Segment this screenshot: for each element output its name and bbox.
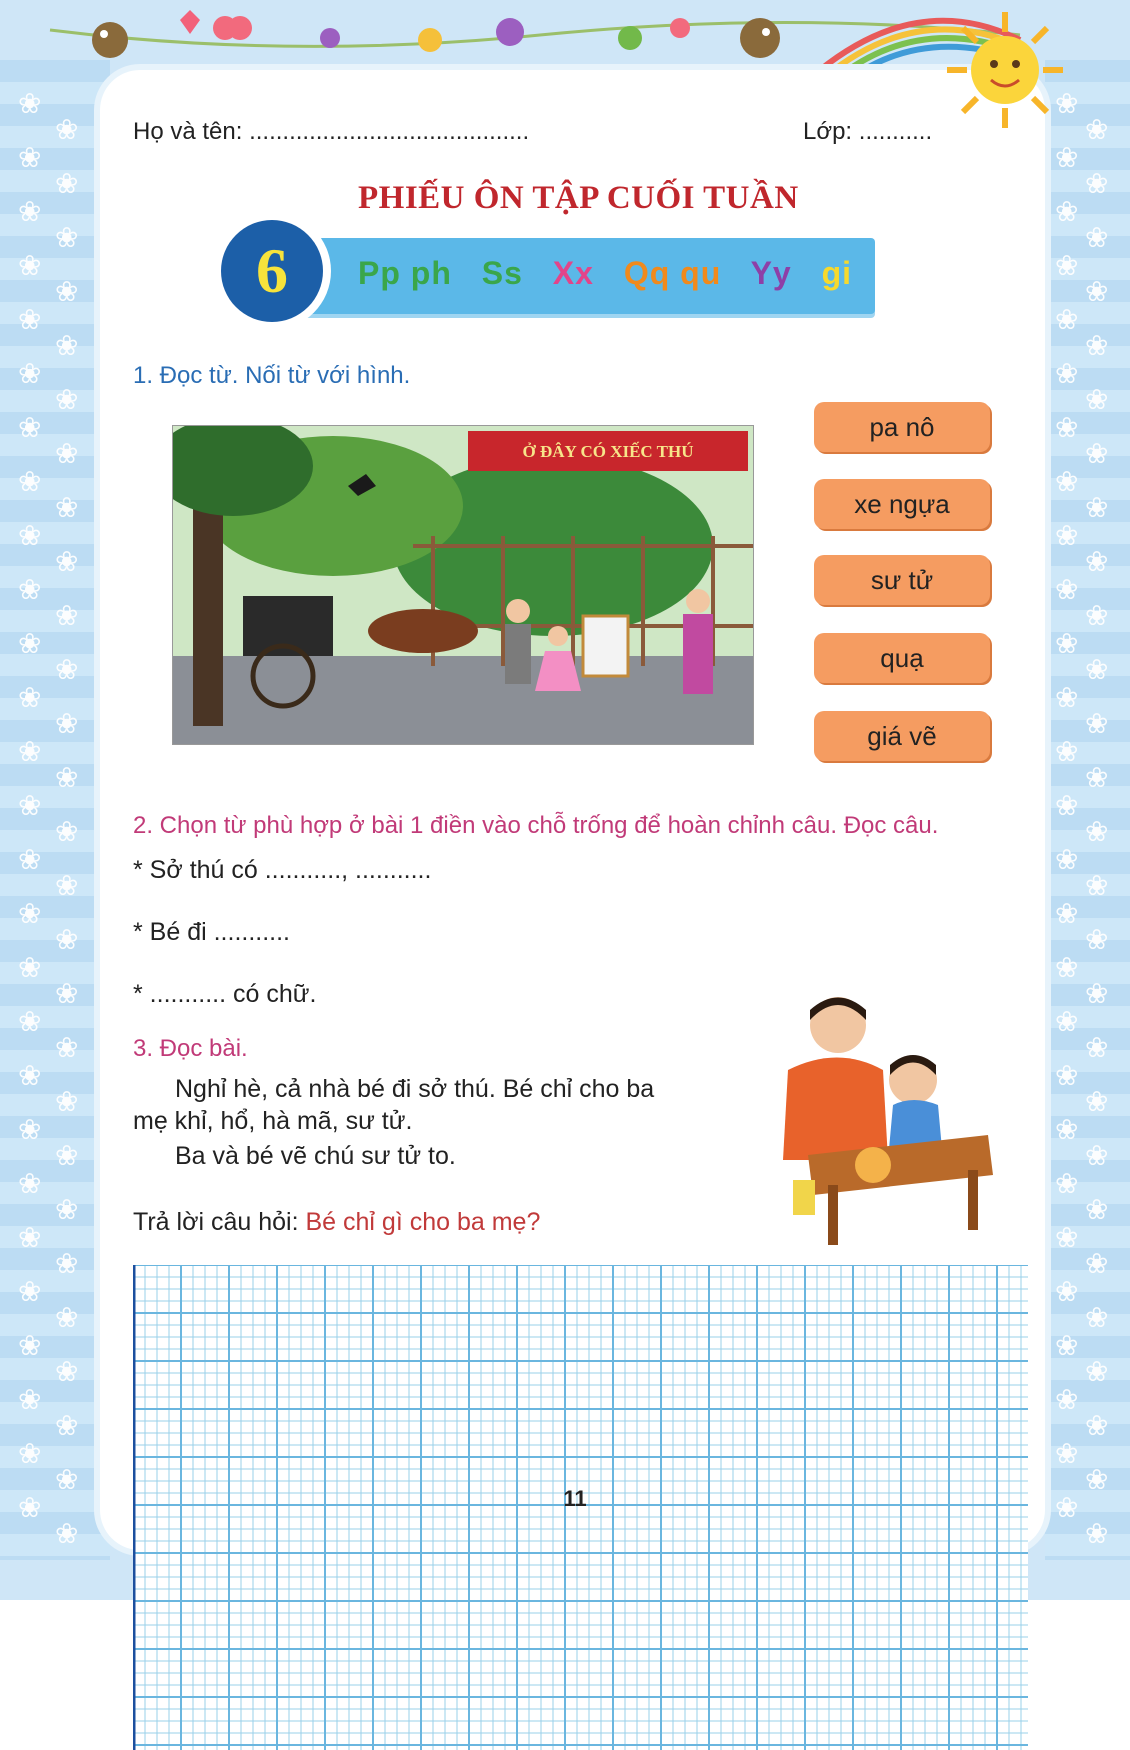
border-flower-icon: ❀ [1085, 113, 1109, 146]
border-flower-icon: ❀ [1085, 491, 1109, 524]
border-flower-icon: ❀ [1085, 329, 1109, 362]
border-flower-icon: ❀ [55, 1463, 79, 1496]
border-flower-icon: ❀ [1085, 1139, 1109, 1172]
sun-icon [945, 10, 1065, 130]
border-flower-icon: ❀ [1055, 87, 1079, 120]
zoo-sign-text: Ở ĐÂY CÓ XIẾC THÚ [522, 442, 694, 461]
border-flower-icon: ❀ [1085, 167, 1109, 200]
border-flower-icon: ❀ [1085, 437, 1109, 470]
worksheet-title: PHIẾU ÔN TẬP CUỐI TUẦN [358, 180, 799, 216]
border-flower-icon: ❀ [55, 923, 79, 956]
letters-row [358, 255, 872, 292]
word-card[interactable]: quạ [814, 633, 990, 683]
border-flower-icon: ❀ [55, 1193, 79, 1226]
exercise3-heading: 3. Đọc bài. [133, 1035, 248, 1062]
border-flower-icon: ❀ [55, 329, 79, 362]
border-flower-icon: ❀ [18, 1221, 42, 1254]
border-flower-icon: ❀ [1085, 599, 1109, 632]
border-flower-icon: ❀ [18, 1491, 42, 1524]
border-flower-icon: ❀ [55, 545, 79, 578]
border-flower-icon: ❀ [18, 303, 42, 336]
border-flower-icon: ❀ [1085, 1463, 1109, 1496]
border-flower-icon: ❀ [1055, 519, 1079, 552]
border-flower-icon: ❀ [1085, 707, 1109, 740]
border-flower-icon: ❀ [18, 357, 42, 390]
border-flower-icon: ❀ [1055, 843, 1079, 876]
border-flower-icon: ❀ [1085, 545, 1109, 578]
border-flower-icon: ❀ [1085, 1247, 1109, 1280]
answer-prompt [133, 1208, 540, 1237]
border-flower-icon: ❀ [18, 1383, 42, 1416]
border-flower-icon: ❀ [1085, 221, 1109, 254]
border-flower-icon: ❀ [1085, 869, 1109, 902]
reading-paragraph-line: Ba và bé vẽ chú sư tử to. [175, 1142, 456, 1170]
father-and-child-drawing-illustration [768, 990, 993, 1255]
border-flower-icon: ❀ [18, 1113, 42, 1146]
border-flower-icon: ❀ [1085, 1193, 1109, 1226]
border-flower-icon: ❀ [18, 573, 42, 606]
border-flower-icon: ❀ [1055, 735, 1079, 768]
border-flower-icon: ❀ [55, 653, 79, 686]
border-flower-icon: ❀ [1055, 1437, 1079, 1470]
border-flower-icon: ❀ [55, 1355, 79, 1388]
border-flower-icon: ❀ [55, 815, 79, 848]
exercise2-heading: 2. Chọn từ phù hợp ở bài 1 điền vào chỗ trống để hoàn chỉnh câu. Đọc câu. [133, 812, 939, 839]
border-flower-icon: ❀ [55, 383, 79, 416]
border-flower-icon: ❀ [1055, 357, 1079, 390]
zoo-scene-image [172, 425, 754, 745]
border-flower-icon: ❀ [18, 249, 42, 282]
border-flower-icon: ❀ [1055, 1383, 1079, 1416]
border-flower-icon: ❀ [1055, 141, 1079, 174]
border-flower-icon: ❀ [1085, 977, 1109, 1010]
border-flower-icon: ❀ [18, 1167, 42, 1200]
border-flower-icon: ❀ [55, 1247, 79, 1280]
border-flower-icon: ❀ [18, 519, 42, 552]
word-card[interactable]: giá vẽ [814, 711, 990, 761]
border-flower-icon: ❀ [55, 1139, 79, 1172]
border-flower-icon: ❀ [1055, 789, 1079, 822]
border-flower-icon: ❀ [1055, 951, 1079, 984]
question-text: Bé chỉ gì cho ba mẹ? [305, 1208, 541, 1236]
border-flower-icon: ❀ [18, 681, 42, 714]
letter-group: gi [821, 255, 853, 291]
border-flower-icon: ❀ [1055, 573, 1079, 606]
border-flower-icon: ❀ [18, 1005, 42, 1038]
border-flower-icon: ❀ [55, 1085, 79, 1118]
border-flower-icon: ❀ [18, 87, 42, 120]
border-flower-icon: ❀ [18, 195, 42, 228]
border-flower-icon: ❀ [1055, 1329, 1079, 1362]
border-flower-icon: ❀ [1055, 1005, 1079, 1038]
border-flower-icon: ❀ [1085, 1517, 1109, 1550]
letter-group: Qq qu [623, 255, 722, 291]
border-flower-icon: ❀ [18, 627, 42, 660]
border-flower-icon: ❀ [1055, 1113, 1079, 1146]
border-flower-icon: ❀ [18, 411, 42, 444]
border-flower-icon: ❀ [1055, 1491, 1079, 1524]
unit-number: 6 [221, 220, 323, 322]
border-flower-icon: ❀ [55, 1409, 79, 1442]
border-flower-icon: ❀ [18, 735, 42, 768]
exercise1-heading: 1. Đọc từ. Nối từ với hình. [133, 362, 411, 389]
border-flower-icon: ❀ [1055, 681, 1079, 714]
border-flower-icon: ❀ [18, 1329, 42, 1362]
border-flower-icon: ❀ [55, 1301, 79, 1334]
border-flower-icon: ❀ [18, 1059, 42, 1092]
border-flower-icon: ❀ [18, 1275, 42, 1308]
border-flower-icon: ❀ [1055, 411, 1079, 444]
border-flower-icon: ❀ [55, 1031, 79, 1064]
letter-group: Xx [552, 255, 594, 291]
letter-group: Ss [481, 255, 523, 291]
unit-badge [213, 212, 331, 330]
border-flower-icon: ❀ [1055, 627, 1079, 660]
border-flower-icon: ❀ [1055, 465, 1079, 498]
border-flower-icon: ❀ [55, 1517, 79, 1550]
border-flower-icon: ❀ [55, 977, 79, 1010]
border-flower-icon: ❀ [55, 761, 79, 794]
letter-group: Yy [750, 255, 792, 291]
reading-paragraph-line: Nghỉ hè, cả nhà bé đi sở thú. Bé chỉ cho ba [175, 1075, 655, 1103]
fill-in-sentence[interactable]: * Bé đi ........... [133, 918, 291, 946]
border-flower-icon: ❀ [1085, 815, 1109, 848]
border-flower-icon: ❀ [1055, 1275, 1079, 1308]
border-flower-icon: ❀ [1085, 1409, 1109, 1442]
border-flower-icon: ❀ [55, 113, 79, 146]
border-flower-icon: ❀ [18, 951, 42, 984]
student-name-field[interactable]: Họ và tên: .......................................... [133, 118, 530, 145]
word-card[interactable]: pa nô [814, 402, 990, 452]
border-flower-icon: ❀ [55, 221, 79, 254]
border-flower-icon: ❀ [1085, 1301, 1109, 1334]
border-flower-icon: ❀ [18, 141, 42, 174]
border-flower-icon: ❀ [55, 707, 79, 740]
border-flower-icon: ❀ [1055, 1167, 1079, 1200]
letter-group: Pp ph [358, 255, 452, 291]
answer-prompt-label: Trả lời câu hỏi: [133, 1208, 299, 1236]
border-flower-icon: ❀ [1055, 249, 1079, 282]
fill-in-sentence[interactable]: * ........... có chữ. [133, 980, 317, 1008]
fill-in-sentence[interactable]: * Sở thú có ..........., ........... [133, 856, 432, 884]
border-flower-icon: ❀ [55, 869, 79, 902]
border-flower-icon: ❀ [1085, 275, 1109, 308]
border-flower-icon: ❀ [1085, 1031, 1109, 1064]
border-flower-icon: ❀ [1055, 195, 1079, 228]
border-flower-icon: ❀ [1085, 653, 1109, 686]
border-flower-icon: ❀ [55, 275, 79, 308]
word-card[interactable]: sư tử [814, 555, 990, 605]
border-flower-icon: ❀ [1085, 383, 1109, 416]
reading-paragraph-line: mẹ khỉ, hổ, hà mã, sư tử. [133, 1107, 413, 1135]
border-flower-icon: ❀ [18, 465, 42, 498]
border-flower-icon: ❀ [55, 437, 79, 470]
border-flower-icon: ❀ [55, 599, 79, 632]
border-flower-icon: ❀ [1085, 761, 1109, 794]
border-flower-icon: ❀ [1085, 1355, 1109, 1388]
border-flower-icon: ❀ [18, 1437, 42, 1470]
border-flower-icon: ❀ [55, 491, 79, 524]
border-flower-icon: ❀ [1055, 303, 1079, 336]
class-field[interactable]: Lớp: ........... [803, 118, 933, 145]
border-flower-icon: ❀ [18, 843, 42, 876]
border-flower-icon: ❀ [1055, 897, 1079, 930]
border-flower-icon: ❀ [18, 789, 42, 822]
border-flower-icon: ❀ [1055, 1221, 1079, 1254]
border-flower-icon: ❀ [55, 167, 79, 200]
border-flower-icon: ❀ [18, 897, 42, 930]
border-flower-icon: ❀ [1055, 1059, 1079, 1092]
border-flower-icon: ❀ [1085, 923, 1109, 956]
page-number: 11 [563, 1486, 587, 1511]
word-card[interactable]: xe ngựa [814, 479, 990, 529]
border-flower-icon: ❀ [1085, 1085, 1109, 1118]
